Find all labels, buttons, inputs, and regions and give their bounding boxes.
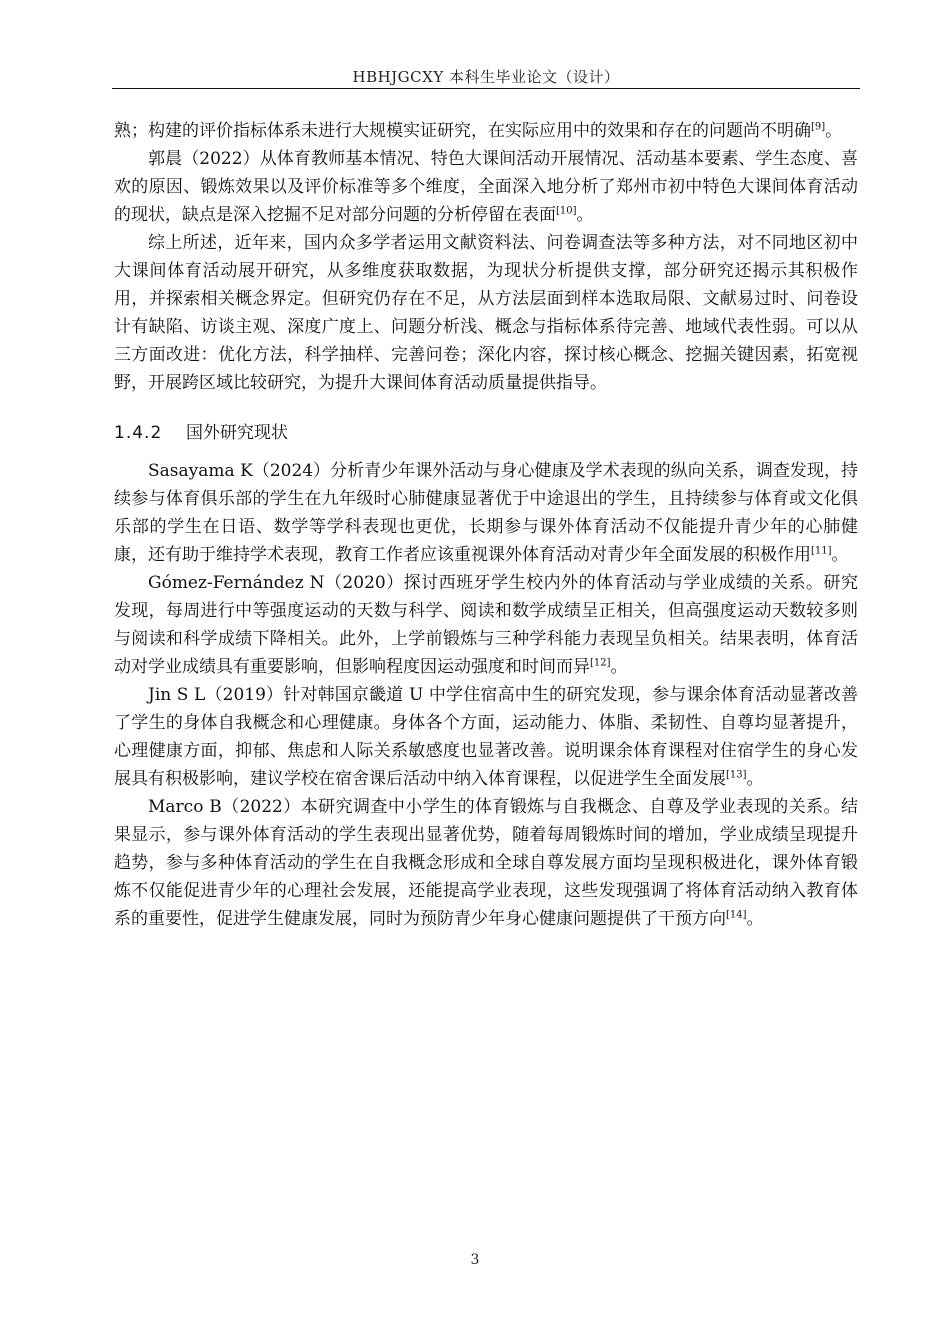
paragraph-gomez-fernandez: Gómez-Fernández N（2020）探讨西班牙学生校内外的体育活动与学业成绩的关系。研究发现，每周进行中等强度运动的天数与科学、阅读和数学成绩呈正相关，但高强度运动天数较多则与阅读和科学成绩下降相关。此外，上学前锻炼与三种学科能力表现呈负相关。结果表明，体育活动对学业成绩具有重要影响，但影响程度因运动强度和时间而异[12]。 [114,573,858,677]
citation-9[interactable]: [9] [811,121,826,133]
page-number: 3 [470,1252,480,1268]
citation-14[interactable]: [14] [726,909,747,921]
paragraph-marco: Marco B（2022）本研究调查中小学生的体育锻炼与自我概念、自尊及学业表现的关系。结果显示，参与课外体育活动的学生表现出显著优势，随着每周锻炼时间的增加，学业成绩呈现提升趋势，参与多种体育活动的学生在自我概念形成和全球自尊发展方面均呈现积极进化，课外体育锻炼不仅能促进青少年的心理社会发展，还能提高学业表现，这些发现强调了将体育活动纳入教育体系的重要性，促进学生健康发展，同时为预防青少年身心健康问题提供了干预方向[14]。 [114,797,858,929]
paragraph-guo-chen: 郭晨（2022）从体育教师基本情况、特色大课间活动开展情况、活动基本要素、学生态度、喜欢的原因、锻炼效果以及评价标准等多个维度，全面深入地分析了郑州市初中特色大课间体育活动的现状，缺点是深入挖掘不足对部分问题的分析停留在表面[10]。 [114,149,858,225]
page-header: HBHJGCXY 本科生毕业论文（设计） [352,68,620,86]
citation-13[interactable]: [13] [726,769,747,781]
paragraph-sasayama: Sasayama K（2024）分析青少年课外活动与身心健康及学术表现的纵向关系，调查发现，持续参与体育俱乐部的学生在九年级时心肺健康显著优于中途退出的学生，且持续参与体育或文化俱乐部的学生在日语、数学等学科表现也更优，长期参与课外体育活动不仅能提升青少年的心肺健康，还有助于维持学术表现，教育工作者应该重视课外体育活动对青少年全面发展的积极作用[11]。 [114,461,858,565]
paragraph-continued: 熟；构建的评价指标体系未进行大规模实证研究，在实际应用中的效果和存在的问题尚不明确[9]。 [114,121,843,141]
paragraph-jin: Jin S L（2019）针对韩国京畿道 U 中学住宿高中生的研究发现，参与课余体育活动显著改善了学生的身体自我概念和心理健康。身体各个方面，运动能力、体脂、柔韧性、自尊均显著提升，心理健康方面，抑郁、焦虑和人际关系敏感度也显著改善。说明课余体育课程对住宿学生的身心发展具有积极影响，建议学校在宿舍课后活动中纳入体育课程，以促进学生全面发展[13]。 [114,685,858,789]
citation-12[interactable]: [12] [590,657,611,669]
citation-10[interactable]: [10] [556,205,577,217]
citation-11[interactable]: [11] [811,545,832,557]
section-title: 国外研究现状 [186,423,288,443]
section-heading [114,419,858,447]
paragraph-summary: 综上所述，近年来，国内众多学者运用文献资料法、问卷调查法等多种方法，对不同地区初中大课间体育活动展开研究，从多维度获取数据，为现状分析提供支撑，部分研究还揭示其积极作用，并探索相关概念界定。但研究仍存在不足，从方法层面到样本选取局限、文献易过时、问卷设计有缺陷、访谈主观、深度广度上、问题分析浅、概念与指标体系待完善、地域代表性弱。可以从三方面改进：优化方法，科学抽样、完善问卷；深化内容，探讨核心概念、挖掘关键因素，拓宽视野，开展跨区域比较研究，为提升大课间体育活动质量提供指导。 [114,233,858,393]
section-number: 1.4.2 [114,423,163,443]
header-divider [112,88,860,89]
document-body [114,117,858,933]
